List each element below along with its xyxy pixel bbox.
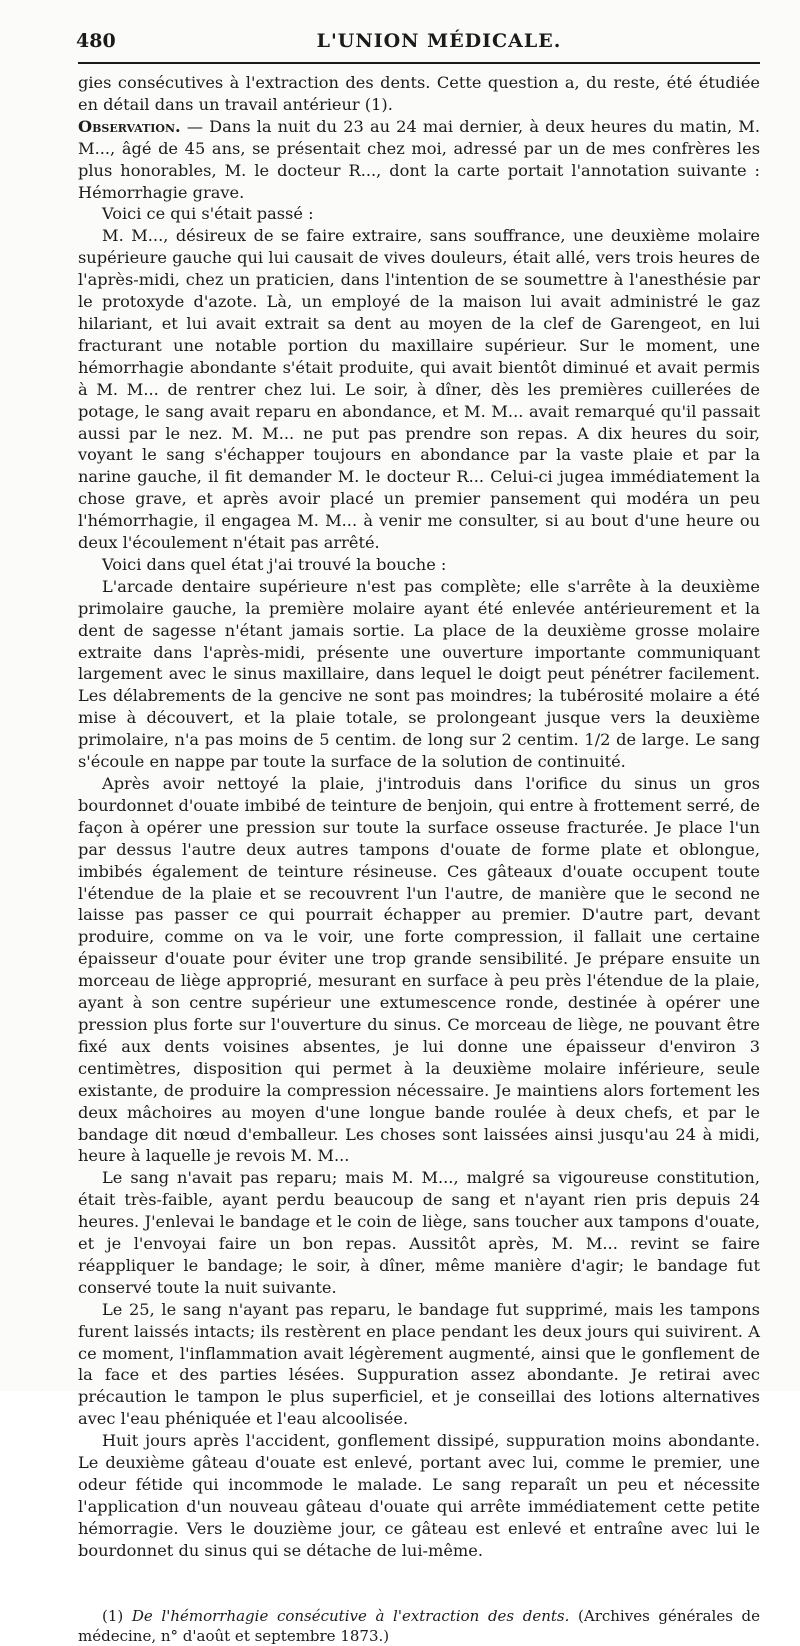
footnote xyxy=(78,1606,760,1646)
paragraph-3: Voici ce qui s'était passé : xyxy=(102,204,314,224)
page-header xyxy=(78,26,760,64)
paragraph-6: L'arcade dentaire supérieure n'est pas complète; elle s'arrête à la deuxième primolaire gauche, la première molaire ayant été enlevée antérieurement et la dent de sagesse n'étant jamais sortie. La place de la deuxième grosse molaire extraite dans l'après-midi, présente une ouverture importante communiquant largement avec le sinus maxillaire, dans lequel le doigt peut pénétrer facilement. Les délabrements de la gencive ne sont pas moindres; la tubérosité molaire a été mise à découvert, et la plaie totale, se prolongeant jusque vers la deuxième primolaire, n'a pas moins de 5 centim. de long sur 2 centim. 1/2 de large. Le sang s'écoule en nappe par toute la surface de la solution de continuité. xyxy=(78,576,760,772)
footnote-title: De l'hémorrhagie consécutive à l'extraction des dents. xyxy=(131,1606,570,1625)
page-number: 480 xyxy=(76,30,116,52)
article-body xyxy=(78,72,760,1562)
footnote-marker: (1) xyxy=(102,1606,124,1625)
running-head: L'UNION MÉDICALE. xyxy=(316,30,562,52)
paragraph-10: Huit jours après l'accident, gonflement dissipé, suppuration moins abondante. Le deuxième gâteau d'ouate est enlevé, portant avec lui, comme le premier, une odeur fétide qui incommode le malade. Le sang reparaît un peu et nécessite l'application d'un nouveau gâteau d'ouate qui arrête immédiatement cette petite hémorragie. Vers le douzième jour, ce gâteau est enlevé et entraîne avec lui le bourdonnet du sinus qui se détache de lui-même. xyxy=(78,1431,760,1560)
paragraph-8: Le sang n'avait pas reparu; mais M. M..., malgré sa vigoureuse constitution, était très-faible, ayant perdu beaucoup de sang et n'ayant rien pris depuis 24 heures. J'enlevai le bandage et le coin de liège, sans toucher aux tampons d'ouate, et je l'envoyai faire un bon repas. Aussitôt après, M. M... revint se faire réappliquer le bandage; le soir, à dîner, même manière d'agir; le bandage fut conservé toute la nuit suivante. xyxy=(78,1168,760,1297)
paragraph-7: Après avoir nettoyé la plaie, j'introduis dans l'orifice du sinus un gros bourdonnet d'ouate imbibé de teinture de benjoin, qui entre à frottement serré, de façon à opérer une pression sur toute la surface osseuse fracturée. Je place l'un par dessus l'autre deux autres tampons d'ouate de forme plate et oblongue, imbibés également de teinture résineuse. Ces gâteaux d'ouate occupent toute l'étendue de la plaie et se recouvrent l'un l'autre, de manière que le second ne laisse pas passer ce qui pourrait échapper au premier. D'autre part, devant produire, comme on va le voir, une forte compression, il fallait une certaine épaisseur d'ouate pour éviter une trop grande sensibilité. Je prépare ensuite un morceau de liège approprié, mesurant en surface à peu près l'étendue de la plaie, ayant à son centre supérieur une extumescence ronde, destinée à opérer une pression plus forte sur l'ouverture du sinus. Ce morceau de liège, ne pouvant être fixé aux dents voisines absentes, je lui donne une épaisseur d'environ 3 centimètres, disposition qui permet à la deuxième molaire inférieure, seule existante, de produire la compression nécessaire. Je maintiens alors fortement les deux mâchoires au moyen d'une longue bande roulée à deux chefs, et par le bandage dit nœud d'emballeur. Les choses sont laissées ainsi jusqu'au 24 à midi, heure à laquelle je revois M. M... xyxy=(78,774,760,1166)
paragraph-5: Voici dans quel état j'ai trouvé la bouche : xyxy=(102,554,447,574)
observation-paragraph: Observation. — Dans la nuit du 23 au 24 mai dernier, à deux heures du matin, M. M..., âgé de 45 ans, se présentait chez moi, adressé par un de mes confrères les plus honorables, M. le docteur R..., dont la carte portait l'annotation suivante : Hémorrhagie grave. xyxy=(78,116,760,202)
paragraph-1: gies consécutives à l'extraction des dents. Cette question a, du reste, été étudiée en détail dans un travail antérieur (1). xyxy=(78,73,760,114)
footnote-source: (Archives générales de médecine, n° d'août et septembre 1873.) xyxy=(78,1606,760,1645)
observation-heading: Observation. xyxy=(78,116,181,136)
paragraph-4: M. M..., désireux de se faire extraire, sans souffrance, une deuxième molaire supérieure gauche qui lui causait de vives douleurs, était allé, vers trois heures de l'après-midi, chez un praticien, dans l'intention de se soumettre à l'anesthésie par le protoxyde d'azote. Là, un employé de la maison lui avait administré le gaz hilariant, et lui avait extrait sa dent au moyen de la clef de Garengeot, en lui fracturant une notable portion du maxillaire supérieur. Sur le moment, une hémorrhagie abondante s'était produite, qui avait bientôt diminué et avait permis à M. M... de rentrer chez lui. Le soir, à dîner, dès les premières cuillerées de potage, le sang avait reparu en abondance, et M. M... avait remarqué qu'il passait aussi par le nez. M. M... ne put pas prendre son repas. A dix heures du soir, voyant le sang s'échapper toujours en abondance par la vaste plaie et par la narine gauche, il fit demander M. le docteur R... Celui-ci jugea immédiatement la chose grave, et après avoir placé un premier pansement qui modéra un peu l'hémorrhagie, il engagea M. M... à venir me consulter, si au bout d'une heure ou deux l'écoulement n'était pas arrêté. xyxy=(78,226,760,553)
paragraph-9: Le 25, le sang n'ayant pas reparu, le bandage fut supprimé, mais les tampons furent laissés intacts; ils restèrent en place pendant les deux jours qui suivirent. A ce moment, l'inflammation avait légèrement augmenté, ainsi que le gonflement de la face et des parties lésées. Suppuration assez abondante. Je retirai avec précaution le tampon le plus superficiel, et je conseillai des lotions alternatives avec l'eau phéniquée et l'eau alcoolisée. xyxy=(78,1299,760,1429)
